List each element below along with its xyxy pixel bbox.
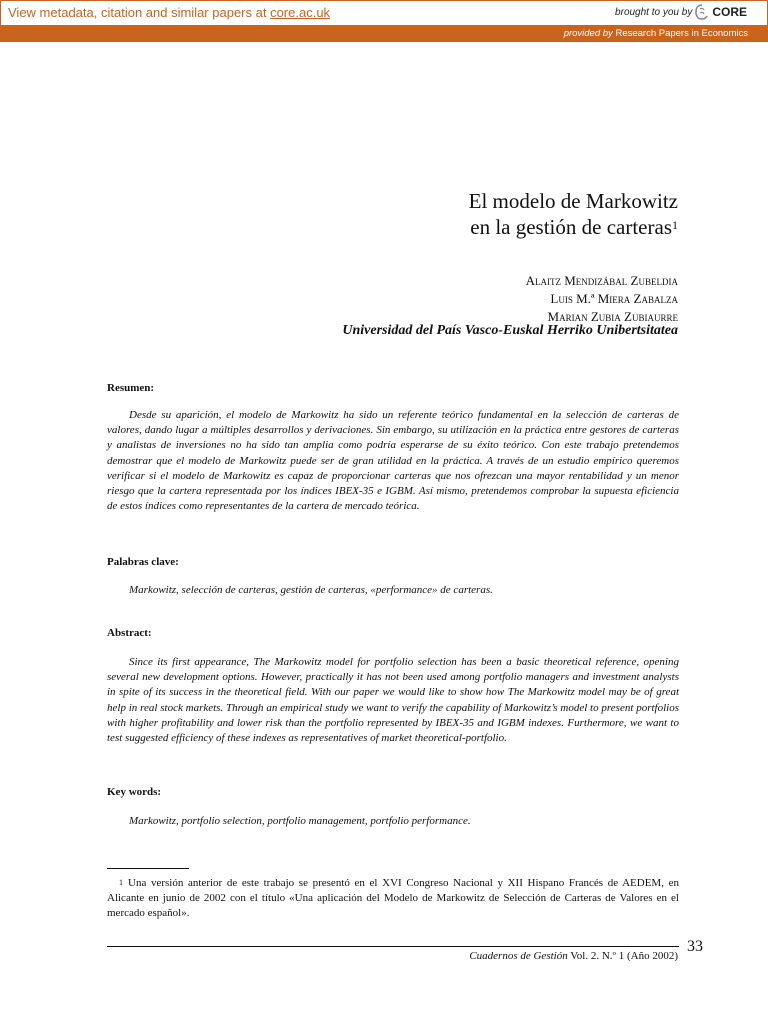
resumen-heading: Resumen: xyxy=(107,382,155,394)
abstract-heading: Abstract: xyxy=(107,627,152,639)
affiliation: Universidad del País Vasco-Euskal Herriko Unibertsitatea xyxy=(342,323,678,338)
brought-to-you-by xyxy=(615,4,747,20)
provided-by-label: provided by xyxy=(563,28,613,39)
core-provider-bar xyxy=(0,25,768,42)
author-1: Alaitz Mendizábal Zubeldia xyxy=(525,273,678,288)
palabras-clave-heading: Palabras clave: xyxy=(107,556,179,568)
page-number: 33 xyxy=(687,938,703,955)
author-3: Marian Zubia Zubiaurre xyxy=(547,309,678,324)
keywords-heading: Key words: xyxy=(107,786,162,798)
journal-name: Cuadernos de Gestión xyxy=(469,950,568,962)
palabras-clave-text: Markowitz, selección de carteras, gestión de carteras, «performance» de carteras. xyxy=(129,584,493,596)
brought-label: brought to you by xyxy=(615,6,693,18)
keywords-text: Markowitz, portfolio selection, portfolio management, portfolio performance. xyxy=(129,815,471,827)
resumen-text: Desde su aparición, el modelo de Markowitz ha sido un referente teórico fundamental en la selección de carteras de valores, dando lugar a múltiples desarrollos y derivaciones. Sin embargo, su utilización en la práctica entre gestores de carteras y analistas de inversiones no ha sido tan amplia como podría esperarse de su éxito teórico. Con este trabajo pretendemos demostrar que el modelo de Markowitz puede ser de gran utilidad en la práctica. A través de un estudio empírico queremos verificar si el modelo de Markowitz es capaz de proporcionar carteras que nos ofrezcan una mayor rentabilidad y un menor riesgo que la cartera representada por los índices IBEX-35 e IGBM. Así mismo, pretendemos comprobar la supuesta eficiencia de estos índices como representantes de la cartera de mercado teórica. xyxy=(107,409,679,513)
footer-rule xyxy=(107,946,679,947)
author-2: Luis M.ª Miera Zabalza xyxy=(550,291,678,306)
paper-title xyxy=(469,188,678,240)
journal-citation xyxy=(469,950,678,962)
title-footnote-mark: 1 xyxy=(672,218,678,232)
footnote xyxy=(107,876,679,920)
core-banner xyxy=(0,0,768,26)
title-line-1: El modelo de Markowitz xyxy=(468,189,678,213)
title-line-2-text: en la gestión de carteras xyxy=(470,215,672,239)
provided-by xyxy=(564,28,748,39)
core-ac-uk-link[interactable]: core.ac.uk xyxy=(270,5,331,20)
core-logo-word[interactable]: CORE xyxy=(712,5,747,19)
author-list xyxy=(526,272,678,326)
footnote-text: Una versión anterior de este trabajo se presentó en el XVI Congreso Nacional y XII Hispano Francés de AEDEM, en Alicante en junio de 2002 con el título «Una aplicación del Modelo de Markowitz de Selección de Carteras de Valores en el mercado español». xyxy=(107,877,679,919)
metadata-prefix: View metadata, citation and similar papers at xyxy=(8,5,271,20)
abstract-text: Since its first appearance, The Markowitz model for portfolio selection has been a basic theoretical reference, opening several new development options. However, practically it has not been used among portfolio managers and investment analysts in spite of its success in the theoretical field. With our paper we would like to show how The Markowitz model may be of great help in real stock markets. Through an empirical study we want to verify the capability of Markowitz’s model to present portfolios with higher profitability and lower risk than the portfolio represented by IBEX-35 and IGBM indexes. Furthermore, we want to test suggested efficiency of these indexes as representatives of market theoretical-portfolio. xyxy=(107,656,679,745)
footnote-mark: 1 xyxy=(119,878,123,887)
footnote-rule xyxy=(107,868,189,869)
core-logo-icon xyxy=(695,4,709,20)
title-line-2 xyxy=(469,214,678,240)
journal-details: Vol. 2. N.º 1 (Año 2002) xyxy=(570,950,678,962)
metadata-link-text xyxy=(8,5,330,20)
provider-link[interactable]: Research Papers in Economics xyxy=(615,28,748,39)
